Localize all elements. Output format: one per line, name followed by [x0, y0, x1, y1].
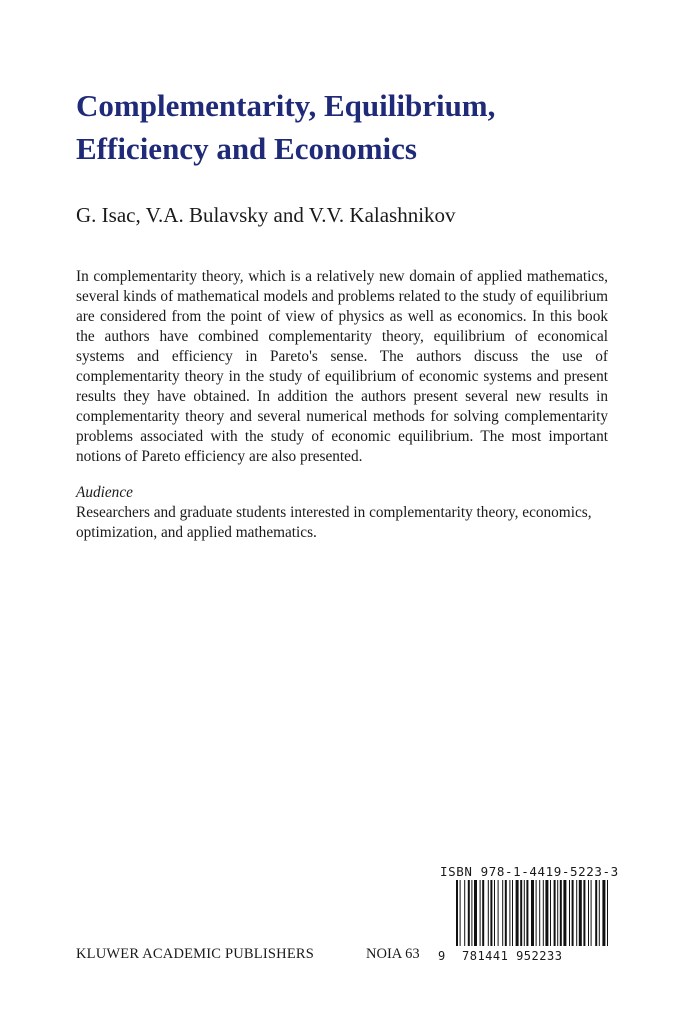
title-line-1: Complementarity, Equilibrium,	[76, 88, 496, 123]
barcode-bar	[480, 880, 481, 950]
barcode-bar	[502, 880, 503, 950]
barcode-digits: 781441 952233	[462, 949, 563, 963]
barcode-bar	[520, 880, 522, 950]
series-number: NOIA 63	[366, 946, 420, 962]
barcode-bar	[531, 880, 534, 950]
publisher-name: KLUWER ACADEMIC PUBLISHERS	[76, 946, 315, 962]
barcode-bar	[539, 880, 540, 950]
barcode-bar	[563, 880, 566, 950]
barcode-bar	[572, 880, 574, 950]
barcode-number	[436, 946, 612, 966]
book-title	[76, 84, 636, 170]
barcode-bar	[554, 880, 556, 950]
barcode-bar	[482, 880, 484, 950]
barcode-bar	[550, 880, 551, 950]
barcode-bar	[560, 880, 562, 950]
barcode-bar	[543, 880, 544, 950]
audience-text: Researchers and graduate students interested in complementarity theory, economics, optimization, and applied mathematics.	[76, 504, 592, 541]
barcode-bar	[579, 880, 582, 950]
isbn-label: ISBN 978-1-4419-5223-3	[440, 864, 619, 879]
barcode-bar	[498, 880, 499, 950]
barcode-bar	[576, 880, 577, 950]
barcode-bar	[595, 880, 597, 950]
abstract-paragraph: In complementarity theory, which is a relatively new domain of applied mathematics, several kinds of mathematical models and problems related to the study of equilibrium are considered from the point of view of physics as well as economics. In this book the authors have combined complementarity theory, equilibrium of economical systems and efficiency in Pareto's sense. The authors discuss the use of complementarity theory in the study of equilibrium of economic systems and present results they have obtained. In addition the authors present several new results in complementarity theory and several numerical methods for solving complementarity problems associated with the study of economic equilibrium. The most important notions of Pareto efficiency are also presented.	[76, 268, 608, 465]
barcode-lead-digit: 9	[438, 949, 446, 963]
barcode-bar	[557, 880, 558, 950]
barcode-bar	[490, 880, 492, 950]
barcode	[436, 880, 612, 966]
barcode-bars	[436, 880, 612, 950]
barcode-bar	[588, 880, 589, 950]
barcode-bar	[505, 880, 507, 950]
authors: G. Isac, V.A. Bulavsky and V.V. Kalashnikov	[76, 203, 456, 227]
barcode-bar	[516, 880, 519, 950]
barcode-bar	[488, 880, 489, 950]
audience-heading: Audience	[76, 484, 133, 501]
barcode-bar	[569, 880, 570, 950]
barcode-bar	[524, 880, 525, 950]
barcode-bar	[509, 880, 510, 950]
barcode-bar	[460, 880, 461, 950]
barcode-bar	[512, 880, 513, 950]
barcode-bar	[526, 880, 528, 950]
barcode-bar	[607, 880, 608, 950]
barcode-bar	[599, 880, 600, 950]
barcode-bar	[456, 880, 458, 950]
title-line-2: Efficiency and Economics	[76, 131, 417, 166]
barcode-bar	[494, 880, 495, 950]
barcode-bar	[583, 880, 585, 950]
barcode-bar	[602, 880, 605, 950]
barcode-bar	[474, 880, 477, 950]
barcode-bar	[464, 880, 465, 950]
barcode-bar	[591, 880, 592, 950]
barcode-bar	[545, 880, 548, 950]
barcode-bar	[536, 880, 537, 950]
barcode-bar	[468, 880, 470, 950]
barcode-bar	[471, 880, 472, 950]
